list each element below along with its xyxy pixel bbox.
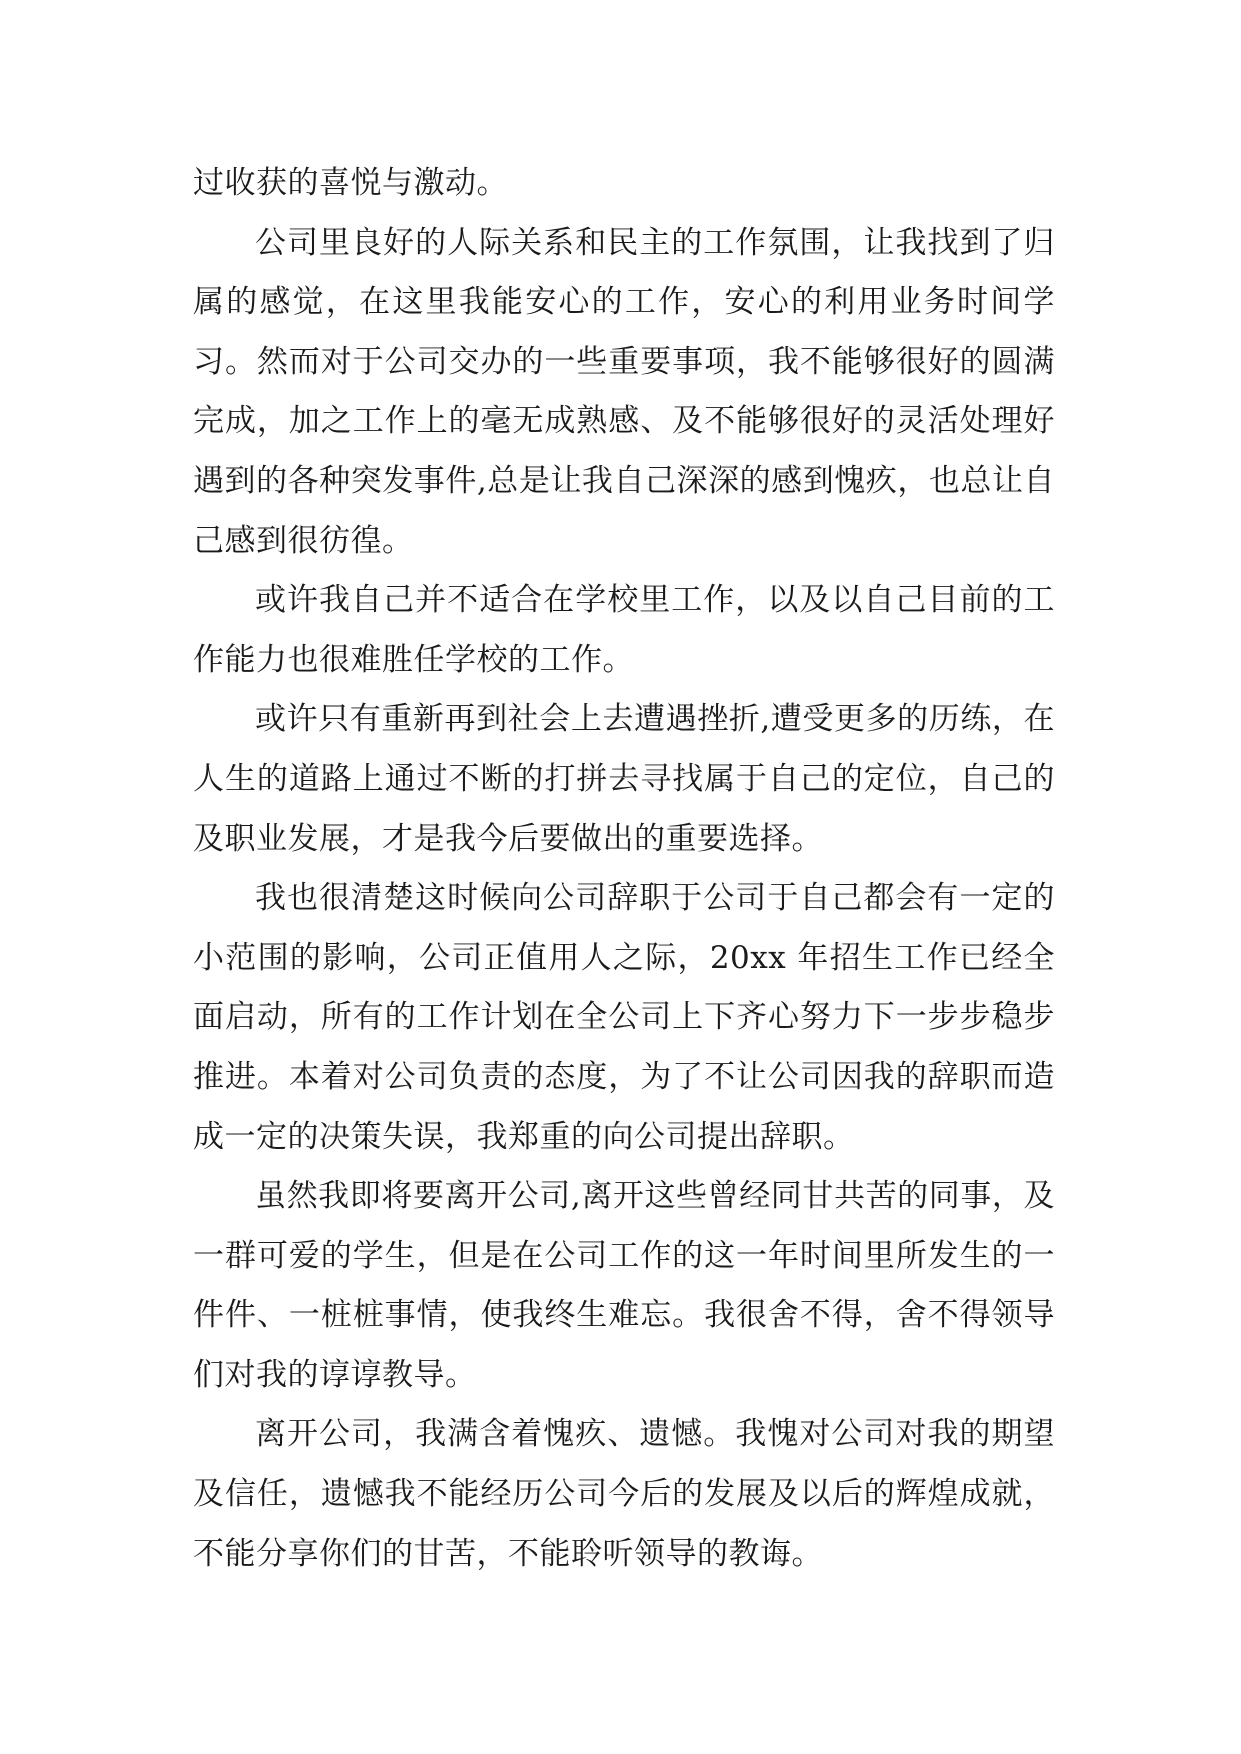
paragraph-not-suitable: 或许我自己并不适合在学校里工作，以及以自己目前的工作能力也很难胜任学校的工作。: [193, 582, 1055, 678]
paragraph-atmosphere: 公司里良好的人际关系和民主的工作氛围，让我找到了归属的感觉，在这里我能安心的工作，安心的利用业务时间学习。然而对于公司交办的一些重要事项，我不能够很好的圆满完成，加之工作上的毫无成熟感、及不能够很好的灵活处理好遇到的各种突发事件,总是让我自己深深的感到愧疚，也总让自己感到很彷徨。: [193, 224, 1055, 559]
paragraph-resignation-reason: 我也很清楚这时候向公司辞职于公司于自己都会有一定的小范围的影响，公司正值用人之际，20xx 年招生工作已经全面启动，所有的工作计划在全公司上下齐心努力下一步步稳步推进。本着对公司负责的态度，为了不让公司因我的辞职而造成一定的决策失误，我郑重的向公司提出辞职。: [193, 880, 1055, 1155]
document-body: [193, 154, 1055, 1584]
paragraph-regret: 离开公司，我满含着愧疚、遗憾。我愧对公司对我的期望及信任，遗憾我不能经历公司今后的发展及以后的辉煌成就，不能分享你们的甘苦，不能聆听领导的教诲。: [193, 1416, 1055, 1572]
paragraph-memories: 虽然我即将要离开公司,离开这些曾经同甘共苦的同事，及一群可爱的学生，但是在公司工作的这一年时间里所发生的一件件、一桩桩事情，使我终生难忘。我很舍不得，舍不得领导们对我的谆谆教导。: [193, 1178, 1055, 1393]
paragraph-new-path: 或许只有重新再到社会上去遭遇挫折,遭受更多的历练，在人生的道路上通过不断的打拼去寻找属于自己的定位，自己的及职业发展，才是我今后要做出的重要选择。: [193, 701, 1055, 857]
paragraph-continuation: 过收获的喜悦与激动。: [193, 165, 508, 201]
